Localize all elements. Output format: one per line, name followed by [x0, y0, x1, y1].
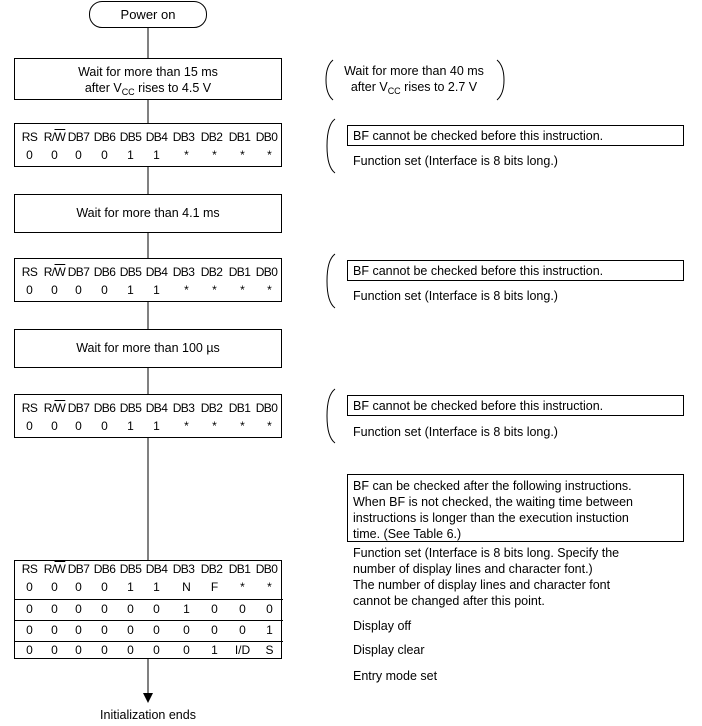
bit-header-row: RS $R/\overline{W}$ DB7 DB6 DB5 DB4 DB3 DB2 DB1 DB0 [21, 562, 278, 576]
wait-4-1ms-label: Wait for more than 4.1 ms [76, 206, 220, 220]
wait-vcc-alt-line1: Wait for more than 40 ms [344, 64, 484, 78]
bf-checkable-note [347, 474, 684, 542]
wait-vcc-box [14, 58, 282, 100]
bf-not-checked-3: BF cannot be checked before this instruction. [347, 395, 684, 416]
hdr-db4: DB4 [145, 130, 168, 144]
function-set-table-1 [14, 123, 282, 167]
row-divider [15, 620, 283, 621]
wait-vcc-line1: Wait for more than 15 ms [78, 65, 218, 79]
function-set-table-2 [14, 258, 282, 302]
end-arrowhead [143, 693, 153, 703]
wait-vcc-alt-line2: after $V_{CC}$ rises to 2.7 V [350, 80, 478, 96]
final-row-display-off: 0 0 0 0 0 0 1 0 0 0 [26, 602, 273, 616]
hdr-rs: RS [21, 130, 38, 144]
power-on-label: Power on [120, 7, 176, 22]
final-instruction-table [14, 560, 282, 659]
wait-4-1ms-box [14, 194, 282, 233]
hdr-db5: DB5 [119, 130, 142, 144]
bit-header-row: RS $R/\overline{W}$ DB7 DB6 DB5 DB4 DB3 DB2 DB1 DB0 [21, 401, 278, 415]
function-set-desc-1: Function set (Interface is 8 bits long.) [353, 154, 558, 168]
final-function-set-desc: Function set (Interface is 8 bits long. Specify the number of display lines and character font.) The number of display lines and character font cannot be changed after this point. [353, 546, 620, 608]
hdr-db6: DB6 [93, 130, 116, 144]
hdr-db0: DB0 [255, 130, 278, 144]
bit-header-row: RS $R/\overline{W}$ DB7 DB6 DB5 DB4 DB3 DB2 DB1 DB0 [21, 265, 278, 279]
bf-checkable-line: BF can be checked after the following instructions. [353, 479, 632, 493]
function-set-desc-3: Function set (Interface is 8 bits long.) [353, 425, 558, 439]
final-row-entry-mode: 0 0 0 0 0 0 0 1 I/D S [26, 643, 274, 657]
bf-checkable-line: instructions is longer than the execution instuction [353, 511, 629, 525]
bf-checkable-line: time. (See Table 6.) [353, 527, 462, 541]
wait-vcc-line2: after $V_{CC}$ rises to 4.5 V [84, 81, 212, 97]
bf-not-checked-1: BF cannot be checked before this instruction. [347, 125, 684, 146]
bit-value-row: 0 0 0 0 1 1 * * * * [26, 419, 272, 433]
power-on-box [89, 1, 207, 28]
wait-100us-label: Wait for more than 100 µs [76, 341, 220, 355]
hdr-db3: DB3 [172, 130, 195, 144]
hdr-rw: $R/\overline{W}$ [43, 130, 66, 144]
wait-vcc-alt-note [330, 63, 498, 95]
entry-mode-desc: Entry mode set [353, 669, 438, 683]
hdr-db1: DB1 [228, 130, 251, 144]
hdr-db7: DB7 [67, 130, 90, 144]
row-divider [15, 641, 283, 642]
final-row-display-clear: 0 0 0 0 0 0 0 0 0 1 [26, 623, 273, 637]
function-set-table-3 [14, 394, 282, 438]
final-row-function-set: 0 0 0 0 1 1 N F * * [26, 580, 272, 594]
row-divider [15, 599, 283, 600]
bf-checkable-line: When BF is not checked, the waiting time between [353, 495, 634, 509]
display-off-desc: Display off [353, 619, 412, 633]
bit-value-row: 0 0 0 0 1 1 * * * * [26, 148, 272, 162]
wait-100us-box [14, 329, 282, 368]
hdr-db2: DB2 [200, 130, 223, 144]
display-clear-desc: Display clear [353, 643, 425, 657]
function-set-desc-2: Function set (Interface is 8 bits long.) [353, 289, 558, 303]
bit-value-row: 0 0 0 0 1 1 * * * * [26, 283, 272, 297]
bf-not-checked-2: BF cannot be checked before this instruction. [347, 260, 684, 281]
bit-header-row [15, 130, 283, 146]
initialization-ends-label: Initialization ends [100, 708, 196, 722]
